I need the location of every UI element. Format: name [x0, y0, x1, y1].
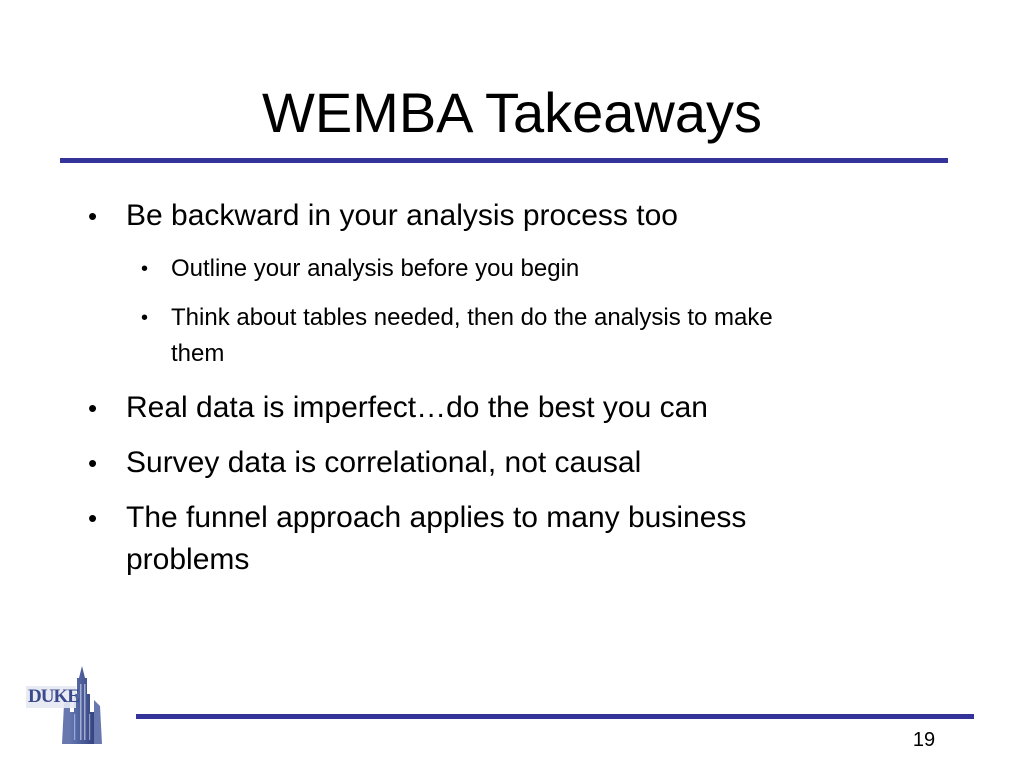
bullet-text: Survey data is correlational, not causal [126, 446, 642, 479]
bullet-dot-icon: • [141, 258, 149, 280]
bullet-item [88, 196, 678, 236]
bullet-dot-icon: • [88, 393, 98, 423]
slide-title: WEMBA Takeaways [261, 81, 763, 144]
bullet-dot-icon: • [88, 201, 98, 231]
footer-divider [136, 714, 974, 719]
bullet-text: Outline your analysis before you begin [171, 255, 580, 282]
bullet-continuation [126, 540, 249, 580]
bullet-text: problems [126, 543, 250, 576]
bullet-item [88, 388, 708, 428]
duke-logo-text: DUKE [28, 686, 79, 707]
bullet-dot-icon: • [141, 307, 149, 329]
sub-bullet-item [141, 300, 773, 336]
sub-bullet-item [141, 251, 580, 287]
bullet-text: them [171, 340, 225, 367]
bullet-text: Think about tables needed, then do the analysis to make [171, 304, 773, 331]
bullet-dot-icon: • [88, 448, 98, 478]
sub-bullet-continuation [171, 336, 224, 372]
bullet-text: The funnel approach applies to many business [126, 501, 747, 534]
page-number: 19 [912, 729, 936, 751]
bullet-text: Real data is imperfect…do the best you can [126, 391, 708, 424]
duke-logo [24, 664, 110, 744]
bullet-text: Be backward in your analysis process too [126, 199, 678, 232]
bullet-item [88, 498, 747, 538]
bullet-item [88, 443, 642, 483]
bullet-dot-icon: • [88, 503, 98, 533]
